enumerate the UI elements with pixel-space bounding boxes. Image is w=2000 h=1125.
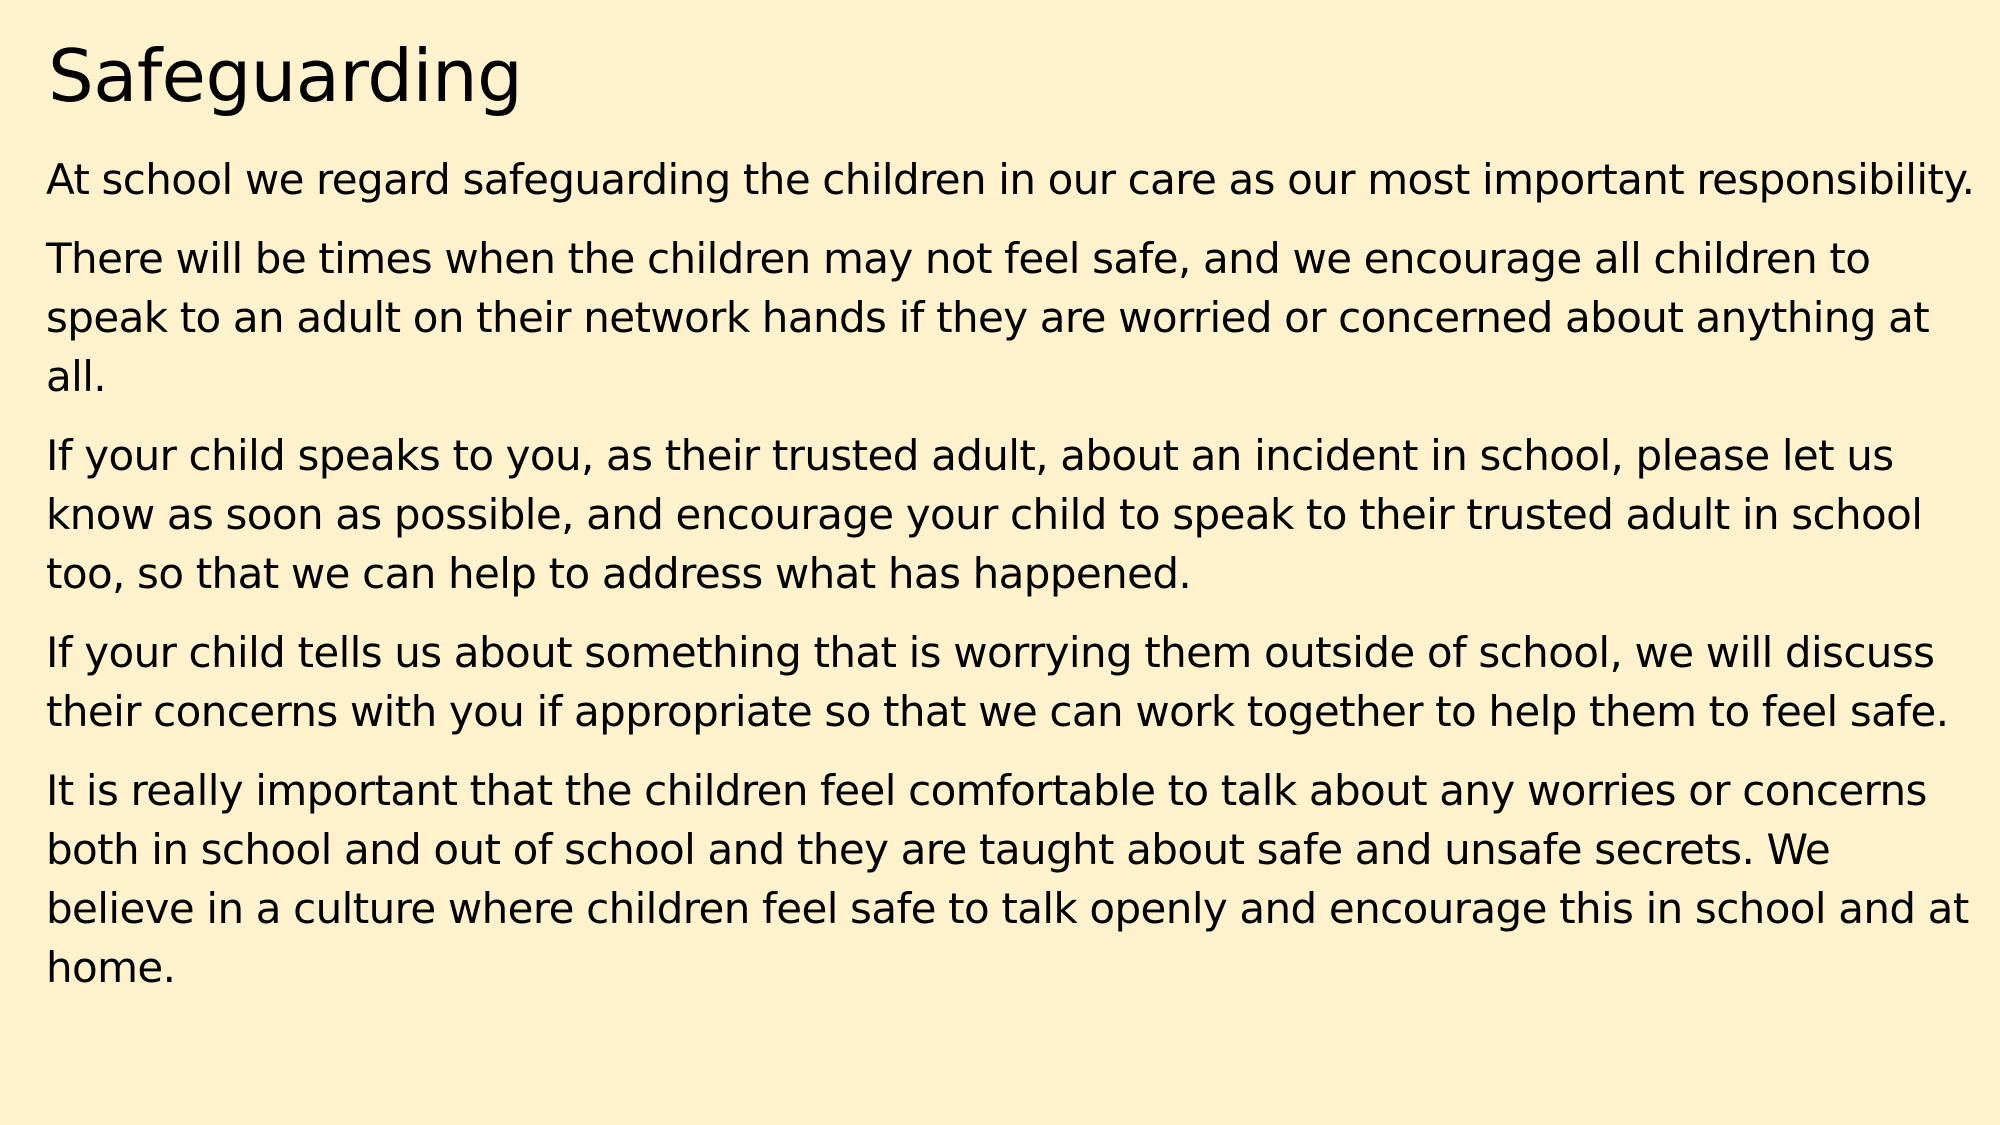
paragraph-culture: It is really important that the children feel comfortable to talk about any worries or concerns both in school and out of school and they are taught about safe and unsafe secrets. We believe in a culture where children feel safe to talk openly and encourage this in school and at home. bbox=[46, 766, 1969, 992]
paragraph-responsibility: At school we regard safeguarding the children in our care as our most important responsibility. bbox=[46, 155, 1975, 204]
slide-body bbox=[46, 150, 1981, 1017]
slide-title: Safeguarding bbox=[48, 34, 523, 118]
paragraph-outside-school: If your child tells us about something that is worrying them outside of school, we will discuss their concerns with you if appropriate so that we can work together to help them to feel safe. bbox=[46, 628, 1949, 736]
paragraph-trusted-adult: If your child speaks to you, as their trusted adult, about an incident in school, please let us know as soon as possible, and encourage your child to speak to their trusted adult in school too, so that we can help to address what has happened. bbox=[46, 431, 1923, 598]
paragraph-network-hands: There will be times when the children may not feel safe, and we encourage all children to speak to an adult on their network hands if they are worried or concerned about anything at all. bbox=[46, 234, 1930, 401]
